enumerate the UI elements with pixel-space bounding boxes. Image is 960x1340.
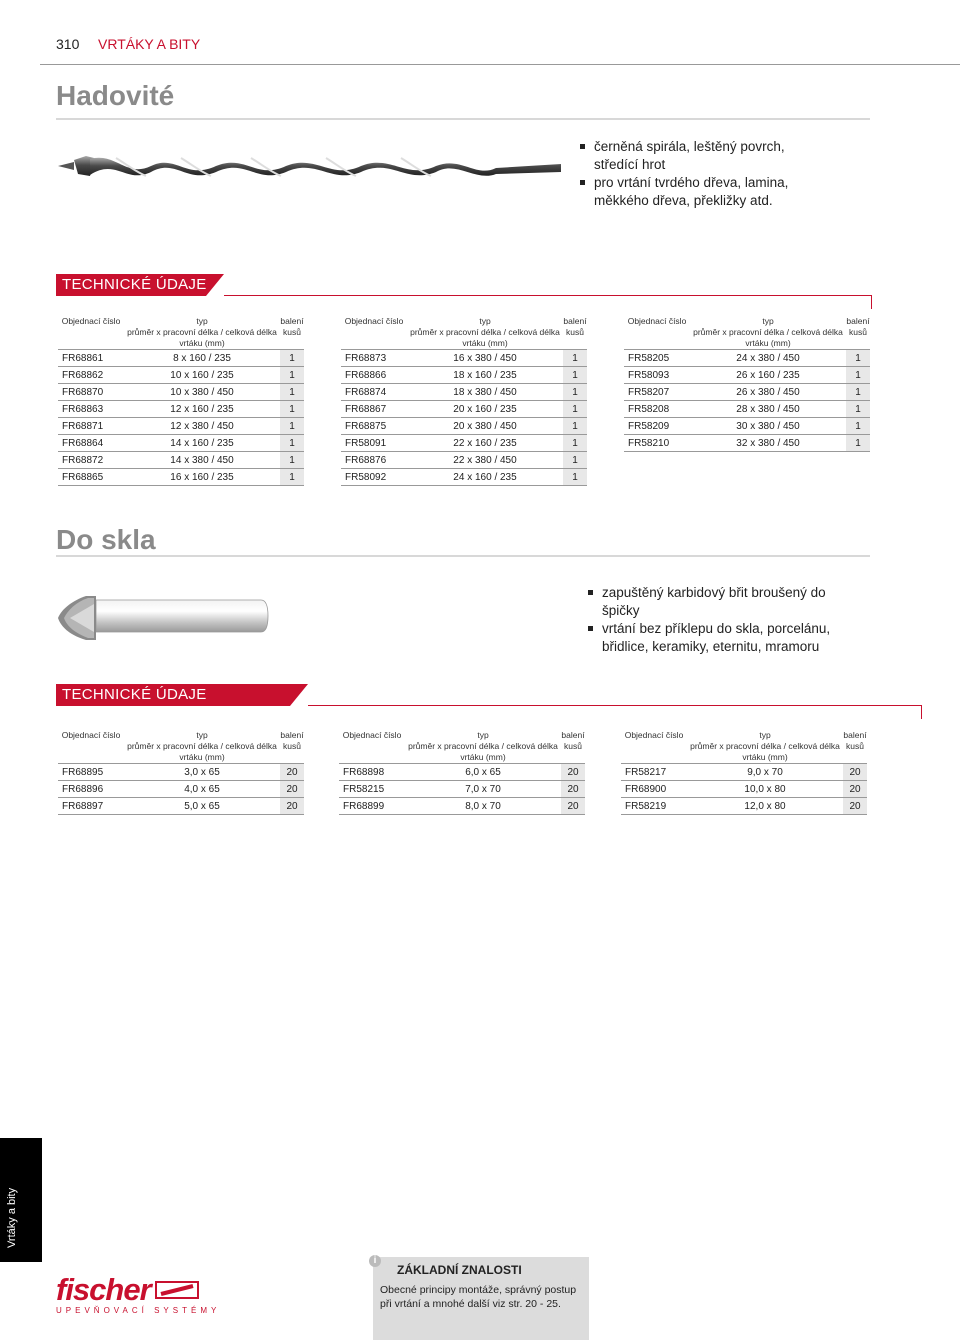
size-spec: 30 x 380 / 450	[690, 418, 846, 435]
fischer-logo	[56, 1272, 220, 1315]
column-header-code: Objednací číslo	[621, 730, 687, 764]
table-row	[621, 781, 867, 798]
pack-qty: 20	[561, 798, 585, 815]
pack-qty: 1	[280, 384, 304, 401]
info-box	[373, 1257, 589, 1340]
size-spec: 26 x 380 / 450	[690, 384, 846, 401]
size-spec: 28 x 380 / 450	[690, 401, 846, 418]
column-header-type: typ průměr x pracovní délka / celková délka vrtáku (mm)	[690, 316, 846, 350]
pack-qty: 1	[280, 435, 304, 452]
table-row	[341, 452, 587, 469]
pack-qty: 1	[563, 384, 587, 401]
glass-table-2	[339, 730, 585, 815]
glass-feature-1: zapuštěný karbidový břit broušený do špičky	[586, 584, 846, 620]
size-spec: 22 x 160 / 235	[407, 435, 563, 452]
header-divider	[40, 64, 960, 65]
auger-table-1	[58, 316, 304, 486]
table-row	[58, 401, 304, 418]
side-tab	[0, 1138, 42, 1262]
table-row	[58, 435, 304, 452]
auger-tech-label: TECHNICKÉ ÚDAJE	[62, 276, 207, 293]
size-spec: 8 x 160 / 235	[124, 350, 280, 367]
pack-qty: 1	[846, 350, 870, 367]
pack-qty: 1	[563, 350, 587, 367]
pack-qty: 1	[563, 435, 587, 452]
size-spec: 5,0 x 65	[124, 798, 280, 815]
size-spec: 10,0 x 80	[687, 781, 843, 798]
pack-qty: 1	[846, 418, 870, 435]
size-spec: 20 x 160 / 235	[407, 401, 563, 418]
table-row	[624, 367, 870, 384]
column-header-pack: balení kusů	[280, 316, 304, 350]
table-row	[58, 469, 304, 486]
order-code: FR58205	[624, 350, 690, 367]
size-spec: 12 x 380 / 450	[124, 418, 280, 435]
size-spec: 16 x 160 / 235	[124, 469, 280, 486]
auger-feature-1: černěná spirála, leštěný povrch, středící hrot	[578, 138, 808, 174]
pack-qty: 1	[280, 452, 304, 469]
page-number: 310	[56, 36, 80, 52]
order-code: FR68900	[621, 781, 687, 798]
table-row	[624, 418, 870, 435]
table-row	[621, 764, 867, 781]
table-row	[339, 781, 585, 798]
pack-qty: 1	[563, 401, 587, 418]
table-row	[341, 384, 587, 401]
table-row	[58, 384, 304, 401]
size-spec: 32 x 380 / 450	[690, 435, 846, 452]
size-spec: 26 x 160 / 235	[690, 367, 846, 384]
table-row	[341, 435, 587, 452]
table-row	[341, 418, 587, 435]
table-row	[58, 350, 304, 367]
size-spec: 10 x 380 / 450	[124, 384, 280, 401]
order-code: FR68898	[339, 764, 405, 781]
table-row	[341, 401, 587, 418]
order-code: FR58219	[621, 798, 687, 815]
glass-title: Do skla	[56, 524, 156, 555]
table-row	[624, 350, 870, 367]
size-spec: 18 x 380 / 450	[407, 384, 563, 401]
column-header-type: typ průměr x pracovní délka / celková délka vrtáku (mm)	[687, 730, 843, 764]
size-spec: 12,0 x 80	[687, 798, 843, 815]
table-row	[341, 350, 587, 367]
size-spec: 6,0 x 65	[405, 764, 561, 781]
pack-qty: 20	[561, 781, 585, 798]
pack-qty: 1	[846, 435, 870, 452]
auger-table-3	[624, 316, 870, 452]
order-code: FR58215	[339, 781, 405, 798]
order-code: FR68864	[58, 435, 124, 452]
column-header-code: Objednací číslo	[58, 316, 124, 350]
auger-table-2	[341, 316, 587, 486]
table-row	[341, 469, 587, 486]
order-code: FR68865	[58, 469, 124, 486]
size-spec: 4,0 x 65	[124, 781, 280, 798]
order-code: FR68896	[58, 781, 124, 798]
pack-qty: 1	[563, 418, 587, 435]
auger-bit-image	[56, 150, 566, 184]
pack-qty: 1	[280, 350, 304, 367]
column-header-code: Objednací číslo	[339, 730, 405, 764]
order-code: FR68873	[341, 350, 407, 367]
column-header-pack: balení kusů	[843, 730, 867, 764]
order-code: FR68871	[58, 418, 124, 435]
size-spec: 24 x 380 / 450	[690, 350, 846, 367]
column-header-code: Objednací číslo	[624, 316, 690, 350]
order-code: FR58209	[624, 418, 690, 435]
pack-qty: 20	[843, 764, 867, 781]
column-header-pack: balení kusů	[561, 730, 585, 764]
pack-qty: 20	[843, 781, 867, 798]
pack-qty: 20	[843, 798, 867, 815]
size-spec: 20 x 380 / 450	[407, 418, 563, 435]
table-row	[58, 418, 304, 435]
size-spec: 12 x 160 / 235	[124, 401, 280, 418]
size-spec: 24 x 160 / 235	[407, 469, 563, 486]
size-spec: 16 x 380 / 450	[407, 350, 563, 367]
pack-qty: 1	[280, 469, 304, 486]
size-spec: 22 x 380 / 450	[407, 452, 563, 469]
table-row	[624, 401, 870, 418]
table-row	[624, 435, 870, 452]
order-code: FR58207	[624, 384, 690, 401]
order-code: FR58217	[621, 764, 687, 781]
pack-qty: 20	[280, 764, 304, 781]
auger-title-rule	[56, 118, 870, 120]
table-row	[621, 798, 867, 815]
column-header-pack: balení kusů	[280, 730, 304, 764]
pack-qty: 1	[563, 367, 587, 384]
glass-features	[586, 584, 846, 656]
order-code: FR58093	[624, 367, 690, 384]
logo-wordmark: fischer	[56, 1272, 151, 1307]
table-row	[624, 384, 870, 401]
table-row	[339, 764, 585, 781]
glass-feature-2: vrtání bez příklepu do skla, porcelánu, břidlice, keramiky, eternitu, mramoru	[586, 620, 846, 656]
auger-features	[578, 138, 808, 210]
pack-qty: 1	[563, 469, 587, 486]
glass-title-rule	[56, 555, 870, 557]
pack-qty: 1	[280, 401, 304, 418]
column-header-pack: balení kusů	[563, 316, 587, 350]
order-code: FR68875	[341, 418, 407, 435]
column-header-code: Objednací číslo	[341, 316, 407, 350]
auger-tech-bar	[56, 274, 872, 296]
info-title: ZÁKLADNÍ ZNALOSTI	[397, 1263, 522, 1277]
size-spec: 9,0 x 70	[687, 764, 843, 781]
column-header-type: typ průměr x pracovní délka / celková délka vrtáku (mm)	[124, 316, 280, 350]
glass-tech-bar	[56, 684, 872, 706]
order-code: FR58092	[341, 469, 407, 486]
pack-qty: 1	[846, 401, 870, 418]
column-header-type: typ průměr x pracovní délka / celková délka vrtáku (mm)	[124, 730, 280, 764]
section-heading: VRTÁKY A BITY	[98, 36, 201, 52]
order-code: FR68861	[58, 350, 124, 367]
order-code: FR68862	[58, 367, 124, 384]
order-code: FR68863	[58, 401, 124, 418]
glass-table-3	[621, 730, 867, 815]
glass-tech-label: TECHNICKÉ ÚDAJE	[62, 686, 207, 703]
order-code: FR68872	[58, 452, 124, 469]
order-code: FR68876	[341, 452, 407, 469]
side-tab-label: Vrtáky a bity	[6, 1187, 18, 1248]
order-code: FR68874	[341, 384, 407, 401]
size-spec: 14 x 380 / 450	[124, 452, 280, 469]
order-code: FR58210	[624, 435, 690, 452]
auger-feature-2: pro vrtání tvrdého dřeva, lamina, měkkého dřeva, překližky atd.	[578, 174, 808, 210]
order-code: FR58208	[624, 401, 690, 418]
auger-title: Hadovité	[56, 80, 175, 111]
pack-qty: 1	[846, 367, 870, 384]
order-code: FR68870	[58, 384, 124, 401]
order-code: FR58091	[341, 435, 407, 452]
table-row	[58, 367, 304, 384]
pack-qty: 20	[280, 781, 304, 798]
size-spec: 8,0 x 70	[405, 798, 561, 815]
info-icon: i	[369, 1255, 381, 1267]
column-header-type: typ průměr x pracovní délka / celková délka vrtáku (mm)	[405, 730, 561, 764]
column-header-code: Objednací číslo	[58, 730, 124, 764]
info-text: Obecné principy montáže, správný postup při vrtání a mnohé další viz str. 20 - 25.	[380, 1284, 577, 1310]
pack-qty: 1	[563, 452, 587, 469]
glass-table-1	[58, 730, 304, 815]
glass-bit-image	[56, 594, 271, 644]
order-code: FR68867	[341, 401, 407, 418]
column-header-type: typ průměr x pracovní délka / celková délka vrtáku (mm)	[407, 316, 563, 350]
pack-qty: 1	[846, 384, 870, 401]
order-code: FR68899	[339, 798, 405, 815]
order-code: FR68897	[58, 798, 124, 815]
size-spec: 10 x 160 / 235	[124, 367, 280, 384]
table-row	[58, 798, 304, 815]
size-spec: 7,0 x 70	[405, 781, 561, 798]
pack-qty: 1	[280, 367, 304, 384]
pack-qty: 20	[280, 798, 304, 815]
pack-qty: 1	[280, 418, 304, 435]
logo-badge-icon	[155, 1280, 199, 1300]
order-code: FR68866	[341, 367, 407, 384]
table-row	[339, 798, 585, 815]
size-spec: 14 x 160 / 235	[124, 435, 280, 452]
size-spec: 18 x 160 / 235	[407, 367, 563, 384]
logo-tagline: UPEVŇOVACÍ SYSTÉMY	[56, 1306, 221, 1315]
order-code: FR68895	[58, 764, 124, 781]
table-row	[58, 781, 304, 798]
table-row	[58, 764, 304, 781]
table-row	[341, 367, 587, 384]
size-spec: 3,0 x 65	[124, 764, 280, 781]
column-header-pack: balení kusů	[846, 316, 870, 350]
pack-qty: 20	[561, 764, 585, 781]
table-row	[58, 452, 304, 469]
